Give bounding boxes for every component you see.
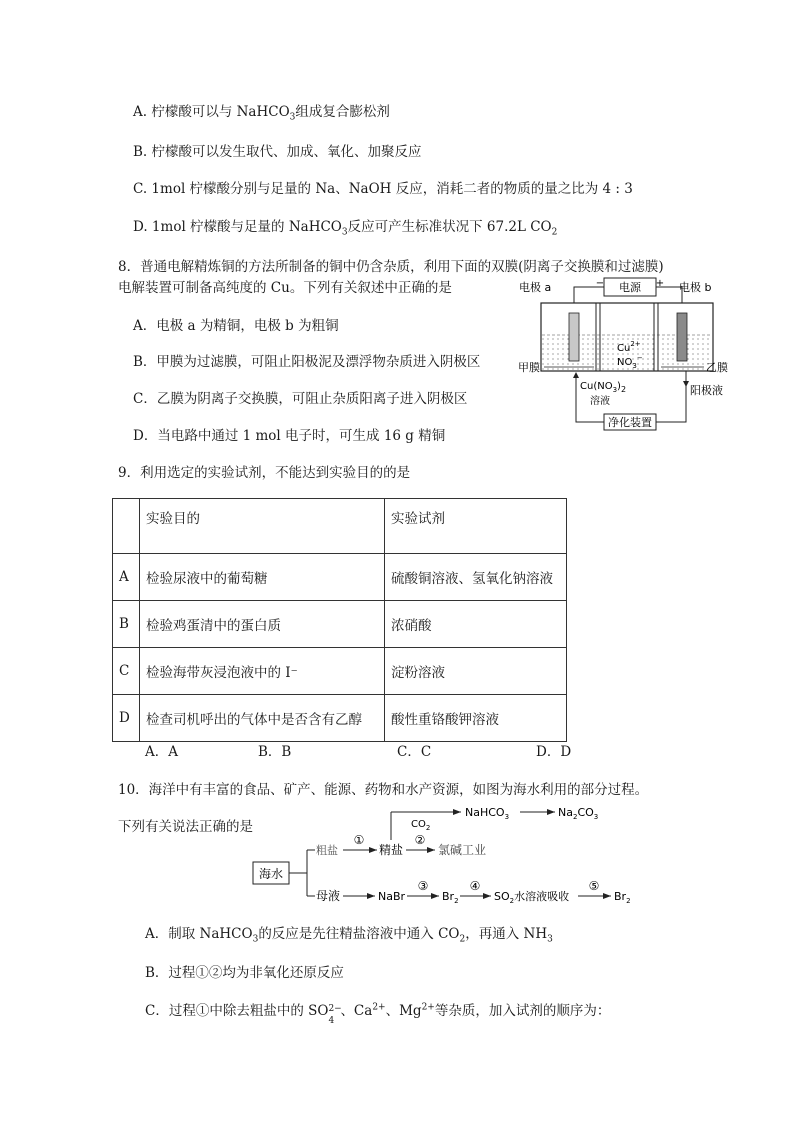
power-label: 电源 (619, 281, 641, 294)
power-plus: + (655, 278, 665, 289)
table-cell: 检查司机呼出的气体中是否含有乙醇 (140, 695, 385, 742)
q10-stem-line2: 下列有关说法正确的是 (118, 819, 253, 835)
table-cell: 检验海带灰浸泡液中的 I⁻ (140, 648, 385, 695)
table-header-cell: 实验试剂 (385, 499, 567, 554)
table-cell: 硫酸铜溶液、氢氧化钠溶液 (385, 554, 567, 601)
br2-label: $Br_2$ (442, 890, 459, 905)
nitrate-ion-label: $NO_3^-$ (617, 354, 643, 370)
table-cell: B (113, 601, 140, 648)
q9-option-d: D．D (536, 744, 572, 760)
q9-table (112, 498, 567, 742)
na2co3-label: $Na_2CO_3$ (558, 806, 599, 821)
q8-stem-line1: 8．普通电解精炼铜的方法所制备的铜中仍含杂质，利用下面的双膜(阴离子交换膜和过滤膜) (118, 259, 664, 275)
seawater-flow-diagram (245, 800, 645, 910)
q8-option-c: C．乙膜为阴离子交换膜，可阻止杂质阳离子进入阴极区 (133, 391, 468, 407)
q7-option-b: B. 柠檬酸可以发生取代、加成、氧化、加聚反应 (133, 144, 422, 160)
mother-liquor-label: 母液 (316, 889, 341, 903)
chlor-alkali-label: 氯碱工业 (438, 843, 487, 857)
q9-option-c: C．C (397, 744, 432, 760)
seawater-label: 海水 (258, 867, 284, 881)
q10-option-c: C．过程①中除去粗盐中的 SO 2− 4 、$Ca^{2+}$、$Mg^{2+}$等杂质，加入试剂的顺序为： (145, 1002, 611, 1026)
solution-label-line2: 溶液 (590, 396, 610, 407)
anolyte-label: 阳极液 (690, 384, 723, 397)
q10-option-a: A．制取 NaHCO$_3$的反应是先往精盐溶液中通入 $CO_2$，再通入 $NH_3$ (145, 926, 553, 945)
refined-salt-label: 精盐 (379, 843, 404, 857)
table-cell: C (113, 648, 140, 695)
power-minus: − (595, 278, 605, 289)
table-cell: 检验尿液中的葡萄糖 (140, 554, 385, 601)
q8-option-b: B．甲膜为过滤膜，可阻止阳极泥及漂浮物杂质进入阴极区 (133, 354, 481, 370)
electrode-a (569, 313, 579, 361)
q7-option-c: C. 1mol 柠檬酸分别与足量的 Na、NaOH 反应，消耗二者的物质的量之比为 4 : 3 (133, 181, 633, 197)
q8-stem-line2: 电解装置可制备高纯度的 Cu。下列有关叙述中正确的是 (118, 280, 452, 296)
q8-option-a: A．电极 a 为精铜，电极 b 为粗铜 (133, 318, 339, 334)
crude-salt-label: 粗盐 (316, 844, 338, 857)
cu-ion-label: $Cu^{2+}$ (617, 340, 641, 354)
co2-label: $CO_2$ (411, 819, 431, 832)
nabr-label: NaBr (378, 890, 406, 903)
step-5-label: ⑤ (588, 879, 600, 893)
q7-option-d: D. 1mol 柠檬酸与足量的 NaHCO$_3$反应可产生标准状况下 67.2L $CO_2$ (133, 219, 558, 238)
q9-stem: 9．利用选定的实验试剂，不能达到实验目的的是 (118, 465, 411, 481)
table-cell: 浓硝酸 (385, 601, 567, 648)
table-cell: D (113, 695, 140, 742)
electrolysis-diagram (516, 277, 736, 432)
q9-option-b: B．B (258, 744, 292, 760)
table-row (113, 601, 567, 648)
so2-absorb-label: $SO_2$水溶液吸收 (494, 890, 570, 905)
step-2-label: ② (414, 833, 426, 847)
table-header-cell (113, 499, 140, 554)
table-cell: 检验鸡蛋清中的蛋白质 (140, 601, 385, 648)
step-1-label: ① (353, 833, 365, 847)
table-row (113, 648, 567, 695)
table-header-cell: 实验目的 (140, 499, 385, 554)
table-row (113, 695, 567, 742)
nahco3-label: NaHCO$_3$ (465, 806, 510, 821)
purifier-label: 净化装置 (608, 416, 652, 429)
electrode-b-label: 电极 b (679, 281, 712, 294)
solution-label-line1: $Cu(NO_3)_2$ (580, 381, 627, 394)
step-3-label: ③ (417, 879, 429, 893)
table-row (113, 554, 567, 601)
table-cell: 酸性重铬酸钾溶液 (385, 695, 567, 742)
table-header-row (113, 499, 567, 554)
q9-option-a: A．A (145, 744, 178, 760)
membrane-yi-label: 乙膜 (706, 361, 728, 374)
step-4-label: ④ (469, 879, 481, 893)
br2-final-label: $Br_2$ (614, 890, 631, 905)
electrode-b (677, 313, 687, 361)
membrane-jia-label: 甲膜 (518, 361, 540, 374)
table-cell: A (113, 554, 140, 601)
table-cell: 淀粉溶液 (385, 648, 567, 695)
q8-option-d: D．当电路中通过 1 mol 电子时，可生成 16 g 精铜 (133, 428, 446, 444)
q10-stem-line1: 10．海洋中有丰富的食品、矿产、能源、药物和水产资源，如图为海水利用的部分过程。 (118, 782, 649, 798)
q10-option-b: B．过程①②均为非氧化还原反应 (145, 965, 344, 981)
q7-option-a: A. 柠檬酸可以与 NaHCO$_3$组成复合膨松剂 (133, 104, 390, 123)
electrode-a-label: 电极 a (519, 281, 552, 294)
